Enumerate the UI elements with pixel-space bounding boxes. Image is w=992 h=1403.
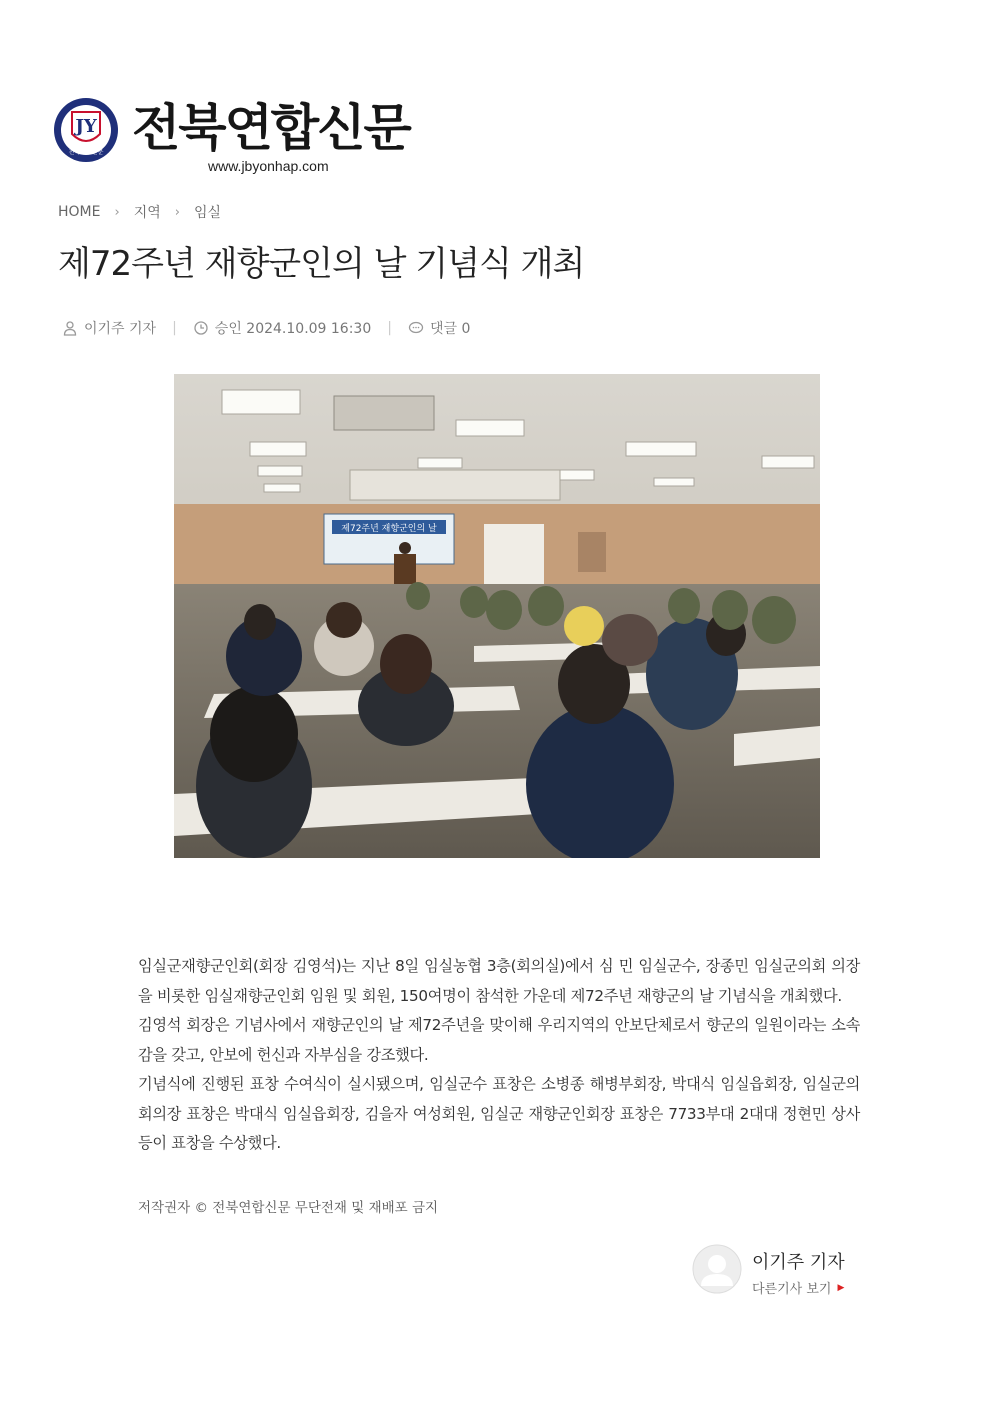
author-name: 이기주 기자 bbox=[84, 321, 157, 337]
chevron-right-icon: › bbox=[114, 204, 120, 220]
article-title: 제72주년 재향군인의 날 기념식 개최 bbox=[58, 244, 585, 284]
comment-icon bbox=[408, 320, 424, 336]
user-icon bbox=[62, 320, 78, 336]
other-articles-label: 다른기사 보기 bbox=[752, 1282, 832, 1297]
caret-right-icon: ▶ bbox=[837, 1282, 845, 1293]
author-box bbox=[692, 1244, 862, 1304]
author-box-name: 이기주 기자 bbox=[752, 1252, 845, 1273]
chevron-right-icon: › bbox=[174, 204, 180, 220]
article-paragraph-2: 김영석 회장은 기념사에서 재향군인의 날 제72주년을 맞이해 우리지역의 안보단체로서 향군의 일원이라는 소속감을 갖고, 안보에 헌신과 자부심을 강조했다. bbox=[138, 1016, 860, 1064]
article-paragraph-3: 기념식에 진행된 표창 수여식이 실시됐으며, 임실군수 표창은 소병종 해병부회장, 박대식 임실읍회장, 임실군의회의장 표창은 박대식 임실읍회장, 김을자 여성회원, 임실군 재향군인회장 표창은 7733부대 2대대 정현민 상사 등이 표창을 수상했다. bbox=[138, 1075, 860, 1152]
breadcrumb bbox=[58, 202, 221, 222]
article-paragraph-1: 임실군재향군인회(회장 김영석)는 지난 8일 임실농협 3층(회의실)에서 심 민 임실군수, 장종민 임실군의회 의장을 비롯한 임실재향군인회 임원 및 회원, 150여명이 참석한 가운데 제72주년 재향군의 날 기념식을 개최했다. bbox=[138, 957, 860, 1005]
logo-title: 전북연합신문 bbox=[132, 99, 410, 157]
copyright-notice: 저작권자 © 전북연합신문 무단전재 및 재배포 금지 bbox=[138, 1200, 439, 1216]
breadcrumb-imsil[interactable]: 임실 bbox=[193, 205, 222, 221]
date-meta bbox=[193, 318, 371, 338]
photo-banner-text: 제72주년 재향군인의 날 bbox=[341, 524, 437, 534]
article-photo bbox=[174, 374, 820, 858]
author-meta bbox=[62, 318, 156, 338]
meta-divider: | bbox=[387, 320, 392, 336]
comment-count: 댓글 0 bbox=[429, 321, 471, 337]
comments-meta[interactable] bbox=[408, 318, 470, 338]
meta-divider: | bbox=[172, 320, 177, 336]
emblem-letters: JY bbox=[75, 116, 97, 137]
other-articles-link[interactable] bbox=[752, 1278, 844, 1297]
breadcrumb-region[interactable]: 지역 bbox=[133, 205, 161, 221]
clock-icon bbox=[193, 320, 209, 336]
logo-url: www.jbyonhap.com bbox=[208, 158, 329, 174]
article-body bbox=[138, 952, 860, 1159]
breadcrumb-home[interactable]: HOME bbox=[58, 204, 101, 220]
logo-emblem-icon bbox=[52, 96, 120, 164]
site-logo[interactable] bbox=[52, 96, 452, 176]
article-meta bbox=[62, 318, 470, 338]
approved-date: 승인 2024.10.09 16:30 bbox=[214, 321, 372, 337]
emblem-caption: 전북연합신문 bbox=[68, 149, 104, 156]
avatar-icon[interactable] bbox=[692, 1244, 742, 1294]
